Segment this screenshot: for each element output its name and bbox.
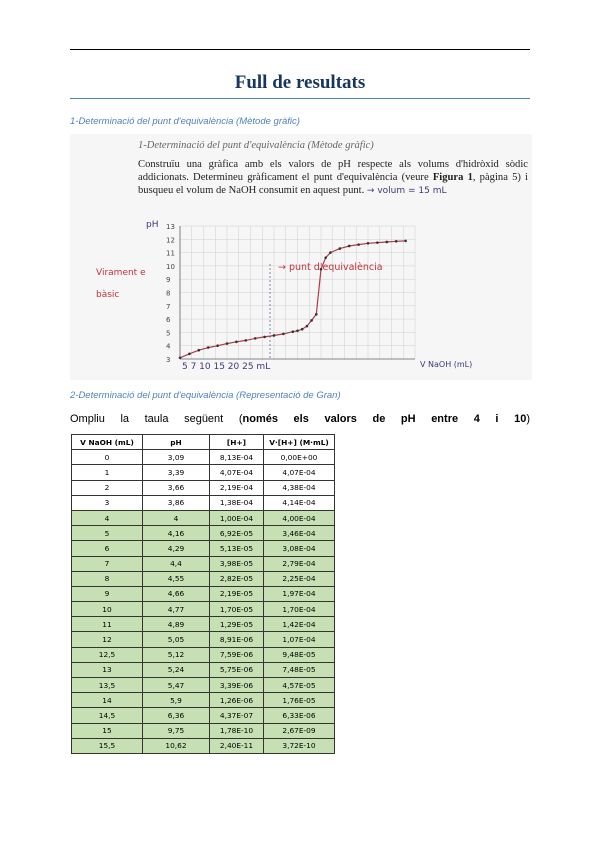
table-cell: 2,67E-09 (264, 723, 335, 738)
y-tick-label: 10 (166, 262, 175, 271)
y-axis-label: pH (146, 220, 159, 230)
table-cell: 6 (72, 541, 143, 556)
curve-point (306, 325, 309, 328)
table-cell: 9 (72, 586, 143, 601)
table-cell: 5,9 (143, 693, 210, 708)
table-row (72, 586, 335, 601)
table-row (72, 510, 335, 525)
table-cell: 5,75E-06 (210, 662, 264, 677)
equivalence-note: → punt d'equivalència (278, 262, 383, 273)
table-row (72, 723, 335, 738)
table-cell: 2,19E-05 (210, 586, 264, 601)
curve-point (282, 333, 285, 336)
section-heading-2: 2-Determinació del punt d'equivalència (Representació de Gran) (70, 390, 341, 401)
table-cell: 5,24 (143, 662, 210, 677)
table-row (72, 632, 335, 647)
table-cell: 4,37E-07 (210, 708, 264, 723)
page-title: Full de resultats (234, 72, 366, 93)
y-tick-label: 8 (166, 289, 171, 298)
table-cell: 2,79E-04 (264, 556, 335, 571)
scan-instructions: Construïu una gràfica amb els valors de pH respecte als volums d'hidròxid sòdic addicionats. Determineu gràficament el punt d'equivalència (veure Figura 1, pàgina 5) i busqueu el volum de NaOH consumit en aquest punt. → volum = 15 mL (138, 159, 528, 197)
titration-curve (180, 241, 406, 358)
table-row (72, 602, 335, 617)
table-instruction: Ompliu la taula següent (només els valors de pH entre 4 i 10) (70, 413, 530, 425)
table-cell: 1,78E-10 (210, 723, 264, 738)
table-cell: 4,4 (143, 556, 210, 571)
table-cell: 15,5 (72, 738, 143, 753)
table-cell: 4 (143, 510, 210, 525)
table-cell: 2 (72, 480, 143, 495)
table-row (72, 556, 335, 571)
table-cell: 7 (72, 556, 143, 571)
table-row (72, 617, 335, 632)
table-cell: 2,40E-11 (210, 738, 264, 753)
curve-point (254, 337, 257, 340)
curve-point (324, 256, 327, 259)
header-gran-product: V·[H+] (M·mL) (264, 435, 335, 450)
table-cell: 5,05 (143, 632, 210, 647)
curve-point (207, 346, 210, 349)
curve-point (357, 243, 360, 246)
table-cell: 3,09 (143, 450, 210, 465)
table-cell: 4,89 (143, 617, 210, 632)
table-cell: 15 (72, 723, 143, 738)
table-cell: 3,39 (143, 465, 210, 480)
curve-point (395, 240, 398, 243)
table-cell: 3,72E-10 (264, 738, 335, 753)
curve-point (263, 336, 266, 339)
table-cell: 9,48E-05 (264, 647, 335, 662)
table-cell: 10 (72, 602, 143, 617)
table-cell: 10,62 (143, 738, 210, 753)
table-cell: 3,39E-06 (210, 678, 264, 693)
scan-heading: 1-Determinació del punt d'equivalència (Mètode gràfic) (138, 140, 374, 151)
graph-grid (180, 226, 415, 359)
table-cell: 0,00E+00 (264, 450, 335, 465)
x-tick-notes: 5 7 10 15 20 25 mL (182, 362, 271, 372)
table-cell: 3,86 (143, 495, 210, 510)
table-cell: 11 (72, 617, 143, 632)
table-cell: 1,97E-04 (264, 586, 335, 601)
table-row (72, 495, 335, 510)
table-cell: 4,77 (143, 602, 210, 617)
table-cell: 14 (72, 693, 143, 708)
curve-points (179, 240, 407, 360)
curve-point (301, 328, 304, 331)
y-tick-label: 5 (166, 329, 171, 338)
table-row (72, 647, 335, 662)
table-row (72, 480, 335, 495)
left-note-line1: Virament e (96, 268, 146, 278)
left-note-line2: bàsic (96, 290, 120, 300)
table-cell: 1,70E-05 (210, 602, 264, 617)
table-row (72, 541, 335, 556)
table-cell: 4,38E-04 (264, 480, 335, 495)
title-rule (70, 98, 530, 99)
curve-point (226, 342, 229, 345)
table-cell: 3 (72, 495, 143, 510)
table-row (72, 708, 335, 723)
table-cell: 3,98E-05 (210, 556, 264, 571)
y-tick-label: 12 (166, 236, 175, 245)
curve-point (348, 245, 351, 248)
table-header-row (72, 435, 335, 450)
curve-point (339, 247, 342, 250)
curve-point (198, 349, 201, 352)
table-row (72, 571, 335, 586)
table-cell: 6,33E-06 (264, 708, 335, 723)
y-tick-label: 11 (166, 249, 175, 258)
table-row (72, 662, 335, 677)
table-cell: 1,07E-04 (264, 632, 335, 647)
table-cell: 4,57E-05 (264, 678, 335, 693)
table-cell: 4,55 (143, 571, 210, 586)
curve-point (386, 241, 389, 244)
table-cell: 1,00E-04 (210, 510, 264, 525)
y-tick-label: 13 (166, 223, 175, 231)
curve-point (296, 330, 299, 333)
curve-point (376, 241, 379, 244)
table-row (72, 678, 335, 693)
curve-point (315, 313, 318, 316)
table-cell: 0 (72, 450, 143, 465)
y-tick-label: 7 (166, 302, 171, 311)
table-cell: 5 (72, 526, 143, 541)
table-cell: 8 (72, 571, 143, 586)
table-cell: 4,00E-04 (264, 510, 335, 525)
table-cell: 3,08E-04 (264, 541, 335, 556)
table-cell: 1,70E-04 (264, 602, 335, 617)
table-cell: 4,66 (143, 586, 210, 601)
table-cell: 6,92E-05 (210, 526, 264, 541)
table-cell: 1,26E-06 (210, 693, 264, 708)
header-ph: pH (143, 435, 210, 450)
curve-point (329, 251, 332, 254)
table-row (72, 738, 335, 753)
curve-point (292, 330, 295, 333)
table-cell: 5,13E-05 (210, 541, 264, 556)
results-table (71, 434, 335, 754)
curve-point (310, 319, 313, 322)
table-cell: 3,66 (143, 480, 210, 495)
curve-point (179, 357, 182, 360)
curve-point (404, 240, 407, 243)
y-tick-label: 3 (166, 356, 171, 364)
x-axis-label: V NaOH (mL) (420, 360, 473, 369)
volume-note: → volum = 15 mL (366, 186, 447, 197)
curve-point (273, 334, 276, 337)
table-row (72, 526, 335, 541)
table-cell: 1,76E-05 (264, 693, 335, 708)
ph-titration-graph (70, 134, 532, 380)
table-cell: 1,29E-05 (210, 617, 264, 632)
table-cell: 4,07E-04 (264, 465, 335, 480)
curve-point (245, 339, 248, 342)
table-cell: 8,13E-04 (210, 450, 264, 465)
y-tick-label: 9 (166, 276, 171, 285)
table-cell: 1,42E-04 (264, 617, 335, 632)
table-cell: 12 (72, 632, 143, 647)
scanned-graph-image (70, 134, 532, 380)
table-cell: 1 (72, 465, 143, 480)
y-tick-label: 4 (166, 342, 171, 351)
table-cell: 13,5 (72, 678, 143, 693)
table-cell: 2,82E-05 (210, 571, 264, 586)
curve-point (188, 353, 191, 356)
table-cell: 3,46E-04 (264, 526, 335, 541)
table-cell: 1,38E-04 (210, 495, 264, 510)
table-cell: 2,19E-04 (210, 480, 264, 495)
table-cell: 5,12 (143, 647, 210, 662)
curve-point (235, 341, 238, 344)
y-tick-label: 6 (166, 316, 171, 325)
table-cell: 7,59E-06 (210, 647, 264, 662)
table-cell: 13 (72, 662, 143, 677)
table-cell: 5,47 (143, 678, 210, 693)
section-heading-1: 1-Determinació del punt d'equivalència (Mètode gràfic) (70, 116, 300, 127)
header-h-concentration: [H+] (210, 435, 264, 450)
table-row (72, 450, 335, 465)
table-cell: 4,07E-04 (210, 465, 264, 480)
table-cell: 2,25E-04 (264, 571, 335, 586)
curve-point (216, 344, 219, 347)
table-cell: 7,48E-05 (264, 662, 335, 677)
table-cell: 14,5 (72, 708, 143, 723)
graph-y-ticks (166, 223, 175, 364)
top-rule (70, 49, 530, 50)
table-row (72, 465, 335, 480)
header-volume: V NaOH (mL) (72, 435, 143, 450)
curve-point (367, 242, 370, 245)
table-cell: 4,14E-04 (264, 495, 335, 510)
table-cell: 12,5 (72, 647, 143, 662)
table-row (72, 693, 335, 708)
table-cell: 4 (72, 510, 143, 525)
table-cell: 9,75 (143, 723, 210, 738)
table-cell: 8,91E-06 (210, 632, 264, 647)
table-cell: 6,36 (143, 708, 210, 723)
table-cell: 4,29 (143, 541, 210, 556)
table-cell: 4,16 (143, 526, 210, 541)
